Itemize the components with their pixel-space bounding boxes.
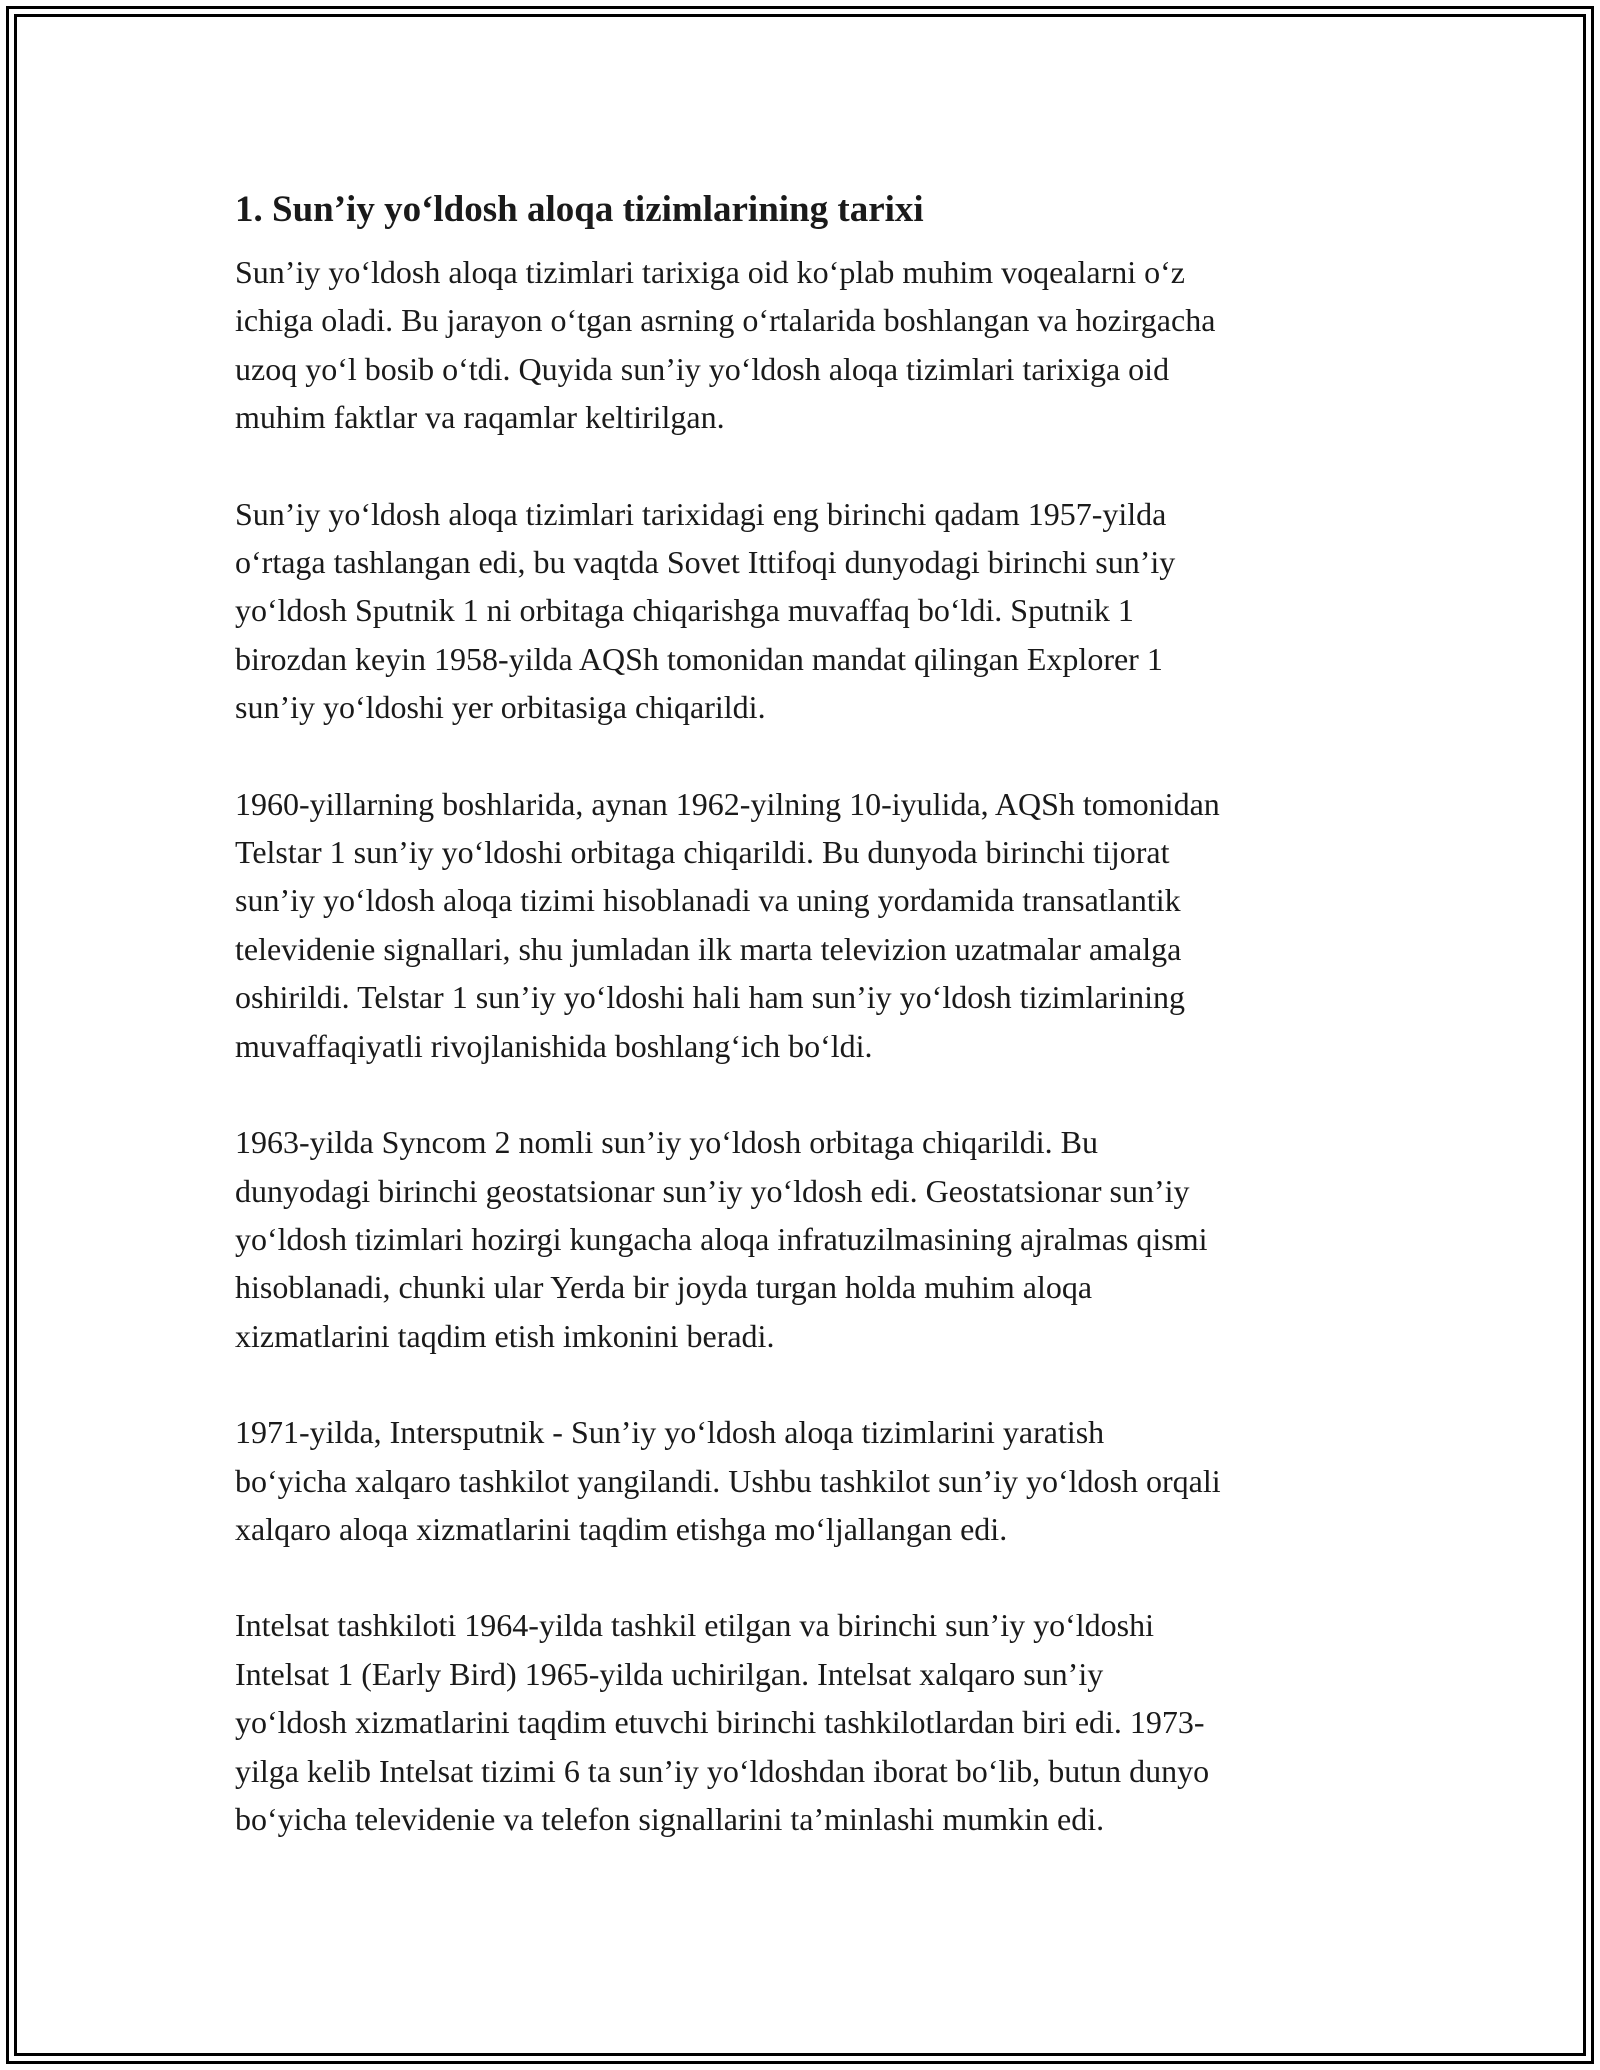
- paragraph-intersputnik: 1971-yilda, Intersputnik - Sun’iy yo‘ldosh aloqa tizimlarini yaratish bo‘yicha xalqaro tashkilot yangilandi. Ushbu tashkilot sun’iy yo‘ldosh orqali xalqaro aloqa xizmatlarini taqdim etishga mo‘ljallangan edi.: [235, 1414, 1221, 1547]
- paragraph-intro: Sun’iy yo‘ldosh aloqa tizimlari tarixiga oid ko‘plab muhim voqealarni o‘z ichiga oladi. Bu jarayon o‘tgan asrning o‘rtalarida boshlangan va hozirgacha uzoq yo‘l bosib o‘tdi. Quyida sun’iy yo‘ldosh aloqa tizimlari tarixiga oid muhim faktlar va raqamlar keltirilgan.: [235, 254, 1216, 436]
- paragraph-intelsat: Intelsat tashkiloti 1964-yilda tashkil etilgan va birinchi sun’iy yo‘ldoshi Intelsat 1 (Early Bird) 1965-yilda uchirilgan. Intelsat xalqaro sun’iy yo‘ldosh xizmatlarini taqdim etuvchi birinchi tashkilotlardan biri edi. 1973- yilga kelib Intelsat tizimi 6 ta sun’iy yo‘ldoshdan iborat bo‘lib, butun dunyo bo‘yicha televidenie va telefon signallarini ta’minlashi mumkin edi.: [235, 1607, 1210, 1837]
- paragraph-sputnik: Sun’iy yo‘ldosh aloqa tizimlari tarixidagi eng birinchi qadam 1957-yilda o‘rtaga tashlangan edi, bu vaqtda Sovet Ittifoqi dunyodagi birinchi sun’iy yo‘ldosh Sputnik 1 ni orbitaga chiqarishga muvaffaq bo‘ldi. Sputnik 1 birozdan keyin 1958-yilda AQSh tomonidan mandat qilingan Explorer 1 sun’iy yo‘ldoshi yer orbitasiga chiqarildi.: [235, 495, 1176, 726]
- document-body: [235, 186, 1375, 1891]
- paragraph-telstar: 1960-yillarning boshlarida, aynan 1962-yilning 10-iyulida, AQSh tomonidan Telstar 1 sun’iy yo‘ldoshi orbitaga chiqarildi. Bu dunyoda birinchi tijorat sun’iy yo‘ldosh aloqa tizimi hisoblanadi va uning yordamida transatlantik televidenie signallari, shu jumladan ilk marta televizion uzatmalar amalga oshirildi. Telstar 1 sun’iy yo‘ldoshi hali ham sun’iy yo‘ldosh tizimlarining muvaffaqiyatli rivojlanishida boshlang‘ich bo‘ldi.: [235, 785, 1220, 1064]
- section-heading: 1. Sun’iy yo‘ldosh aloqa tizimlarining tarixi: [235, 189, 924, 230]
- paragraph-syncom: 1963-yilda Syncom 2 nomli sun’iy yo‘ldosh orbitaga chiqarildi. Bu dunyodagi birinchi geostatsionar sun’iy yo‘ldosh edi. Geostatsionar sun’iy yo‘ldosh tizimlari hozirgi kungacha aloqa infratuzilmasining ajralmas qismi hisoblanadi, chunki ular Yerda bir joyda turgan holda muhim aloqa xizmatlarini taqdim etish imkonini beradi.: [235, 1124, 1208, 1354]
